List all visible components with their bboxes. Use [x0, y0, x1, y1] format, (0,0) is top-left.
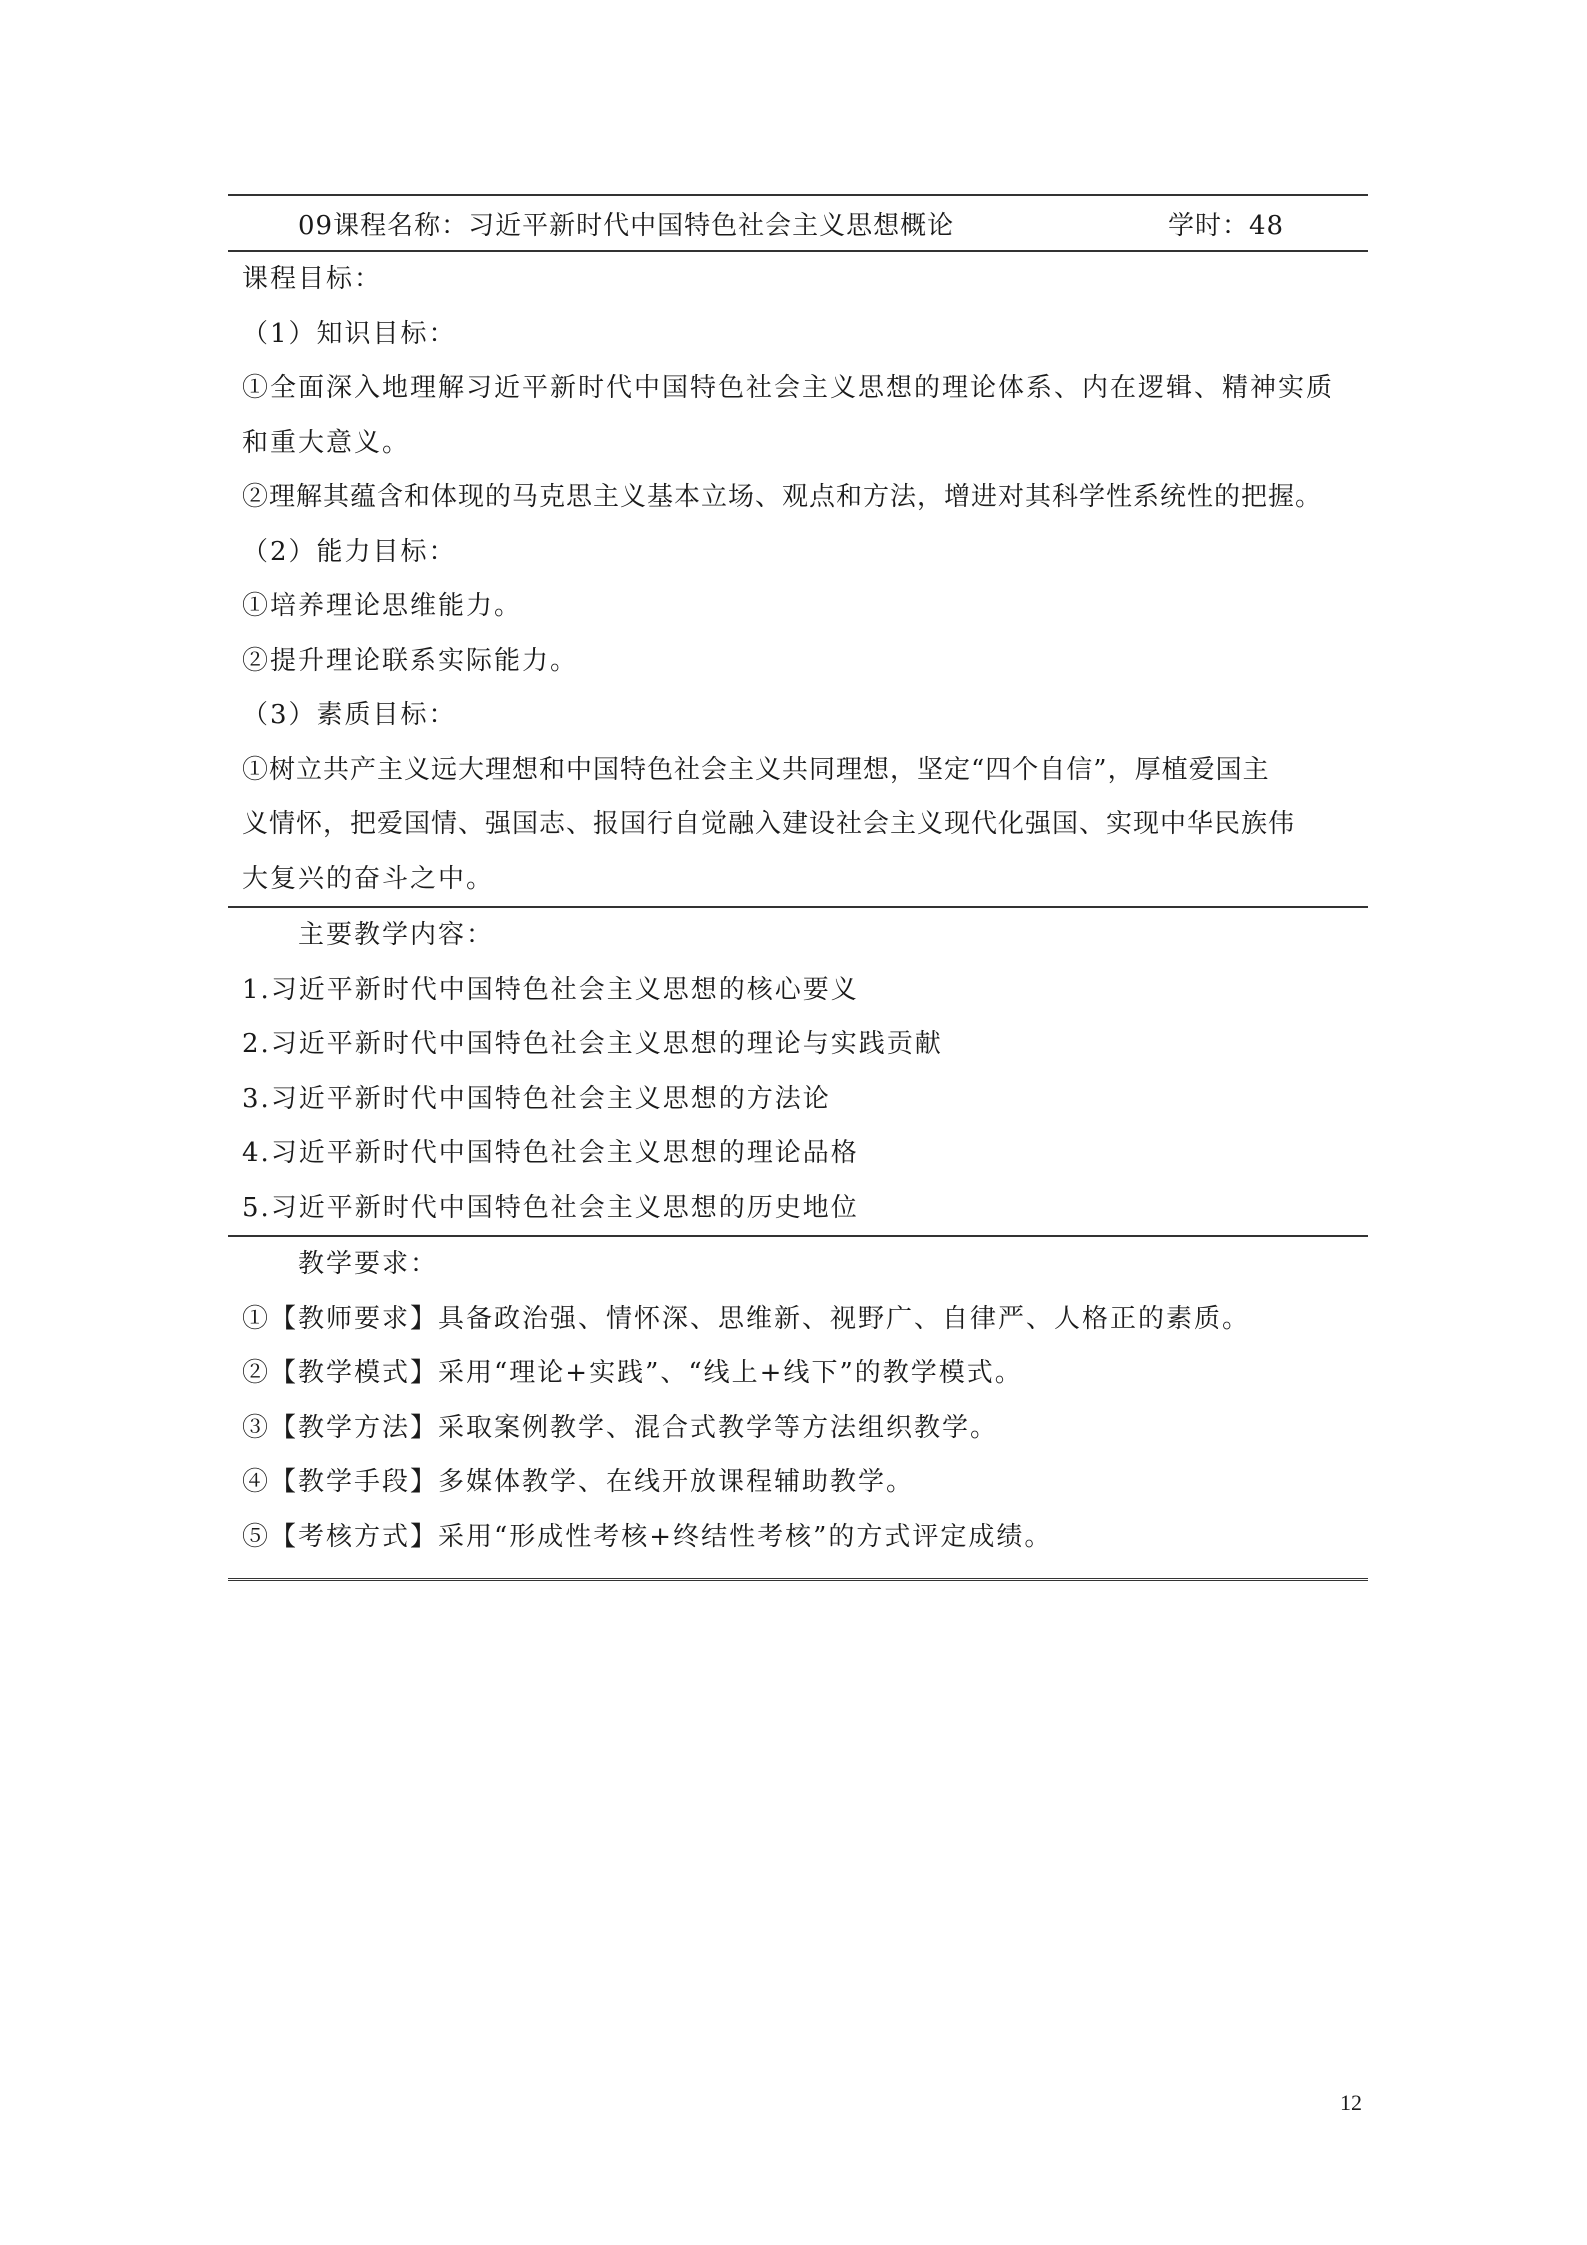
course-table [228, 194, 1368, 1581]
requirement-item: ③【教学方法】采取案例教学、混合式教学等方法组织教学。 [242, 1412, 999, 1443]
goals-heading: 课程目标： [242, 264, 383, 294]
quality-goal-1-cont: 义情怀，把爱国情、强国志、报国行自觉融入建设社会主义现代化强国、实现中华民族伟 [242, 809, 1296, 839]
quality-goal-1: ①树立共产主义远大理想和中国特色社会主义共同理想，坚定“四个自信”，厚植爱国主 [242, 754, 1270, 785]
ability-goal-2: ②提升理论联系实际能力。 [242, 645, 579, 676]
content-item: 4.习近平新时代中国特色社会主义思想的理论品格 [242, 1138, 859, 1168]
ability-goal-1: ①培养理论思维能力。 [242, 591, 523, 621]
requirement-item: ①【教师要求】具备政治强、情怀深、思维新、视野广、自律严、人格正的素质。 [242, 1303, 1251, 1334]
course-title: 09课程名称：习近平新时代中国特色社会主义思想概论 [298, 210, 955, 241]
content-item: 2.习近平新时代中国特色社会主义思想的理论与实践贡献 [242, 1029, 943, 1059]
course-hours: 学时：48 [1168, 210, 1285, 241]
content-item: 3.习近平新时代中国特色社会主义思想的方法论 [242, 1083, 831, 1114]
page-number: 12 [1340, 2090, 1362, 2115]
content-item: 5.习近平新时代中国特色社会主义思想的历史地位 [242, 1192, 859, 1223]
knowledge-goal-1-cont: 和重大意义。 [242, 427, 411, 458]
requirement-item: ②【教学模式】采用“理论+实践”、“线上+线下”的教学模式。 [242, 1358, 1023, 1388]
quality-goal-title: （3）素质目标： [242, 700, 457, 730]
bottom-rule [228, 1578, 1368, 1581]
knowledge-goal-title: （1）知识目标： [242, 318, 457, 349]
ability-goal-title: （2）能力目标： [242, 536, 457, 567]
requirement-item: ④【教学手段】多媒体教学、在线开放课程辅助教学。 [242, 1467, 915, 1497]
knowledge-goal-2: ②理解其蕴含和体现的马克思主义基本立场、观点和方法，增进对其科学性系统性的把握。 [242, 482, 1323, 512]
quality-goal-1-end: 大复兴的奋斗之中。 [242, 863, 495, 894]
requirement-item: ⑤【考核方式】采用“形成性考核+终结性考核”的方式评定成绩。 [242, 1521, 1053, 1552]
knowledge-goal-1: ①全面深入地理解习近平新时代中国特色社会主义思想的理论体系、内在逻辑、精神实质 [242, 373, 1335, 403]
course-header-row [228, 196, 1368, 250]
requirements-heading: 教学要求： [298, 1249, 439, 1279]
content-heading: 主要教学内容： [298, 920, 495, 950]
content-item: 1.习近平新时代中国特色社会主义思想的核心要义 [242, 974, 859, 1005]
content-section [228, 908, 1368, 1235]
goals-section [228, 252, 1368, 906]
requirements-section [228, 1237, 1368, 1564]
